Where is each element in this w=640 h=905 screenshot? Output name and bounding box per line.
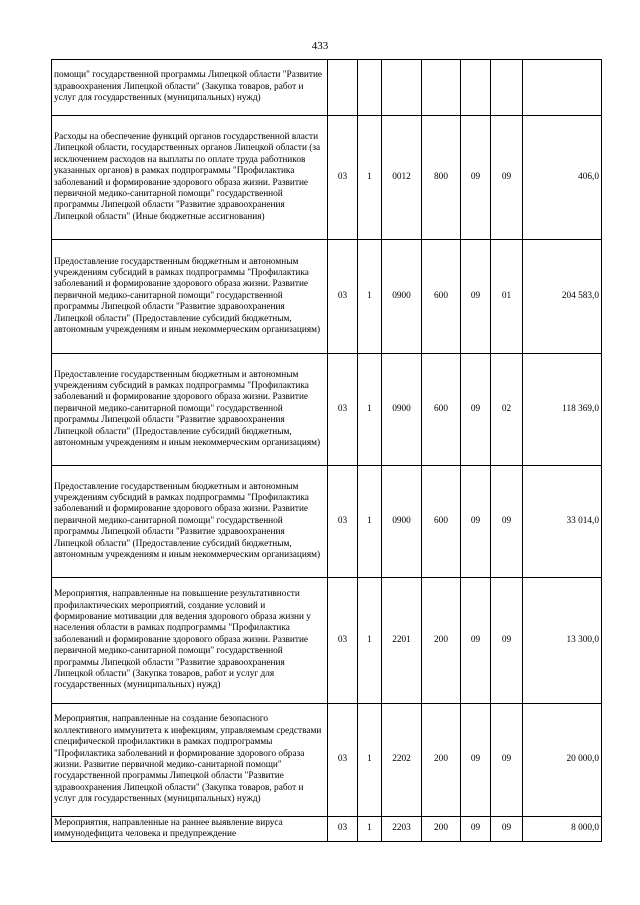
amount: 118 369,0 xyxy=(523,354,602,466)
program-code: 03 xyxy=(328,817,358,842)
table-row xyxy=(52,240,602,354)
expense-type-code: 200 xyxy=(422,817,461,842)
amount: 406,0 xyxy=(523,116,602,240)
subprogram-code: 1 xyxy=(358,116,382,240)
program-code: 03 xyxy=(328,354,358,466)
expense-type-code: 600 xyxy=(422,240,461,354)
subsection-code: 01 xyxy=(491,240,523,354)
subsection-code: 09 xyxy=(491,466,523,578)
direction-code: 2201 xyxy=(382,578,422,704)
subprogram-code: 1 xyxy=(358,466,382,578)
section-code: 09 xyxy=(461,817,491,842)
program-code: 03 xyxy=(328,578,358,704)
direction-code: 0900 xyxy=(382,354,422,466)
subsection-code: 09 xyxy=(491,704,523,817)
subsection-code: 02 xyxy=(491,354,523,466)
subprogram-code: 1 xyxy=(358,704,382,817)
table-row xyxy=(52,704,602,817)
direction-code: 2202 xyxy=(382,704,422,817)
expense-type-code: 600 xyxy=(422,354,461,466)
section-code: 09 xyxy=(461,116,491,240)
program-code xyxy=(328,60,358,116)
program-code: 03 xyxy=(328,704,358,817)
program-code: 03 xyxy=(328,116,358,240)
section-code: 09 xyxy=(461,240,491,354)
expense-type-code: 200 xyxy=(422,578,461,704)
amount: 33 014,0 xyxy=(523,466,602,578)
row-description: Мероприятия, направленные на повышение результативности профилактических мероприятий, создание условий и формирование мотивации для ведения здорового образа жизни у населения области в рамках подпрограммы "Профилактика заболеваний и формирование здорового образа жизни. Развитие первичной медико-санитарной помощи" государственной программы Липецкой области "Развитие здравоохранения Липецкой области" (Закупка товаров, работ и услуг для государственных (муниципальных) нужд) xyxy=(52,578,328,704)
table-row xyxy=(52,578,602,704)
direction-code: 0900 xyxy=(382,240,422,354)
row-description: Предоставление государственным бюджетным и автономным учреждениям субсидий в рамках подпрограммы "Профилактика заболеваний и формирование здорового образа жизни. Развитие первичной медико-санитарной помощи" государственной программы Липецкой области "Развитие здравоохранения Липецкой области" (Предоставление субсидий бюджетным, автономным учреждениям и иным некоммерческим организациям) xyxy=(52,354,328,466)
expense-type-code: 800 xyxy=(422,116,461,240)
expense-type-code: 600 xyxy=(422,466,461,578)
section-code: 09 xyxy=(461,354,491,466)
section-code: 09 xyxy=(461,466,491,578)
amount: 20 000,0 xyxy=(523,704,602,817)
subprogram-code: 1 xyxy=(358,817,382,842)
row-description: Предоставление государственным бюджетным и автономным учреждениям субсидий в рамках подпрограммы "Профилактика заболеваний и формирование здорового образа жизни. Развитие первичной медико-санитарной помощи" государственной программы Липецкой области "Развитие здравоохранения Липецкой области" (Предоставление субсидий бюджетным, автономным учреждениям и иным некоммерческим организациям) xyxy=(52,240,328,354)
direction-code: 0900 xyxy=(382,466,422,578)
row-description: Мероприятия, направленные на раннее выявление вируса иммунодефицита человека и предупреждение xyxy=(52,817,328,842)
program-code: 03 xyxy=(328,240,358,354)
table-row xyxy=(52,817,602,842)
table-row xyxy=(52,354,602,466)
table-row xyxy=(52,60,602,116)
program-code: 03 xyxy=(328,466,358,578)
section-code xyxy=(461,60,491,116)
table-row xyxy=(52,466,602,578)
direction-code xyxy=(382,60,422,116)
subsection-code: 09 xyxy=(491,116,523,240)
section-code: 09 xyxy=(461,578,491,704)
direction-code: 2203 xyxy=(382,817,422,842)
amount: 204 583,0 xyxy=(523,240,602,354)
row-description: Расходы на обеспечение функций органов государственной власти Липецкой области, государственных органов Липецкой области (за исключением расходов на выплаты по оплате труда работников указанных органов) в рамках подпрограммы "Профилактика заболеваний и формирование здорового образа жизни. Развитие первичной медико-санитарной помощи" государственной программы Липецкой области "Развитие здравоохранения Липецкой области" (Иные бюджетные ассигнования) xyxy=(52,116,328,240)
subprogram-code: 1 xyxy=(358,354,382,466)
row-description: Мероприятия, направленные на создание безопасного коллективного иммунитета к инфекциям, управляемым средствами специфической профилактики в рамках подпрограммы "Профилактика заболеваний и формирование здорового образа жизни. Развитие первичной медико-санитарной помощи" государственной программы Липецкой области "Развитие здравоохранения Липецкой области" (Закупка товаров, работ и услуг для государственных (муниципальных) нужд) xyxy=(52,704,328,817)
row-description: Предоставление государственным бюджетным и автономным учреждениям субсидий в рамках подпрограммы "Профилактика заболеваний и формирование здорового образа жизни. Развитие первичной медико-санитарной помощи" государственной программы Липецкой области "Развитие здравоохранения Липецкой области" (Предоставление субсидий бюджетным, автономным учреждениям и иным некоммерческим организациям) xyxy=(52,466,328,578)
subsection-code xyxy=(491,60,523,116)
subprogram-code: 1 xyxy=(358,240,382,354)
subsection-code: 09 xyxy=(491,817,523,842)
page-number: 433 xyxy=(311,40,329,52)
table-row xyxy=(52,116,602,240)
subprogram-code xyxy=(358,60,382,116)
row-description: помощи" государственной программы Липецкой области "Развитие здравоохранения Липецкой области" (Закупка товаров, работ и услуг для государственных (муниципальных) нужд) xyxy=(52,60,328,116)
amount xyxy=(523,60,602,116)
amount: 8 000,0 xyxy=(523,817,602,842)
budget-table xyxy=(51,59,602,842)
subsection-code: 09 xyxy=(491,578,523,704)
section-code: 09 xyxy=(461,704,491,817)
direction-code: 0012 xyxy=(382,116,422,240)
subprogram-code: 1 xyxy=(358,578,382,704)
amount: 13 300,0 xyxy=(523,578,602,704)
expense-type-code xyxy=(422,60,461,116)
expense-type-code: 200 xyxy=(422,704,461,817)
